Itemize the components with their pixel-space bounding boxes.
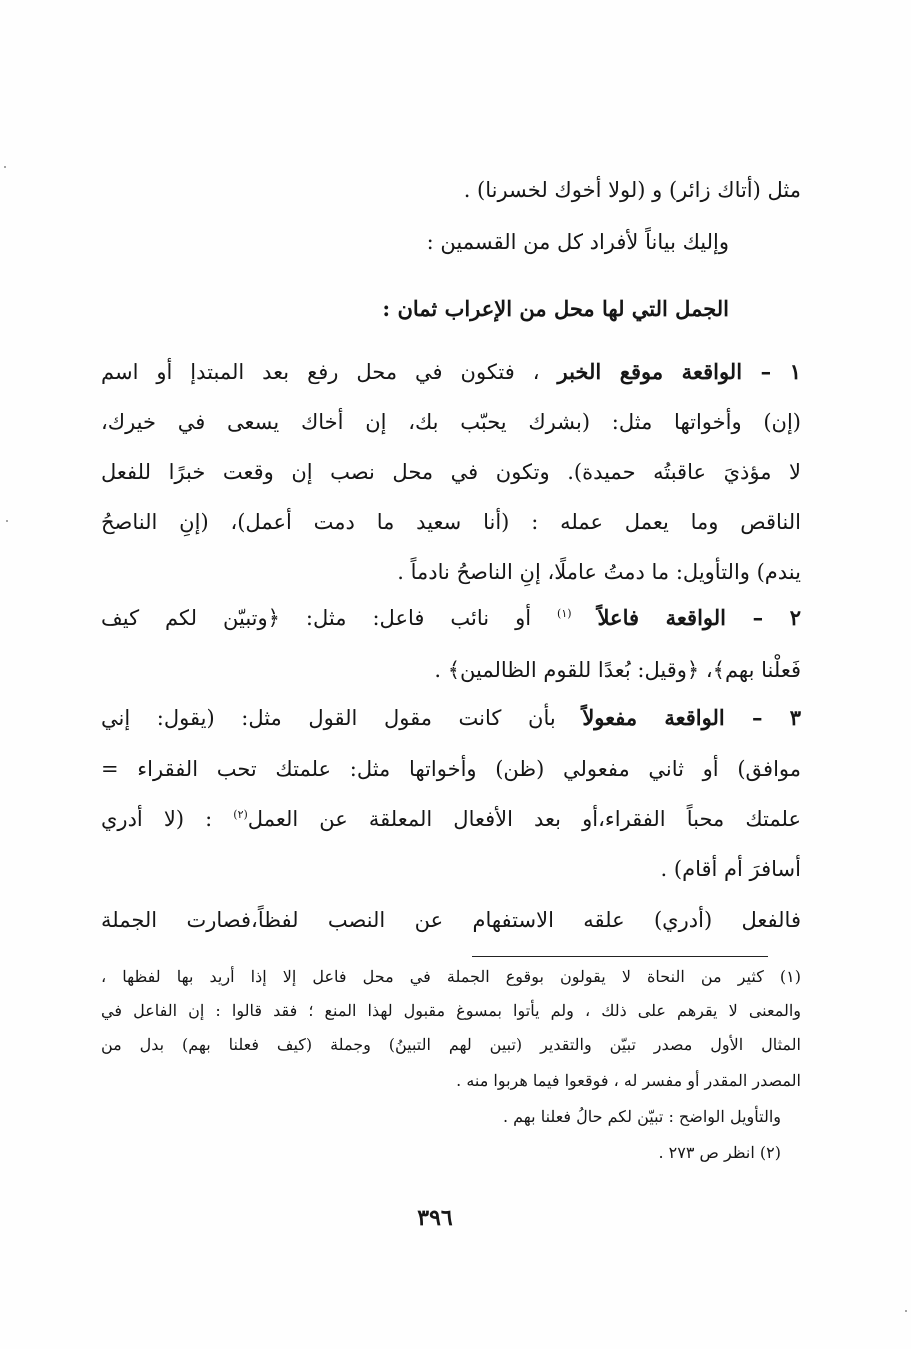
paragraph-4-line-1: فالفعل (أدري) علقه الاستفهام عن النصب لفظاً،فصارت الجملة [101,908,801,932]
paragraph-3-line-2: موافق) أو ثاني مفعولي (ظن) وأخواتها مثل: علمتك تحب الفقراء = [101,757,801,781]
section-heading: الجمل التي لها محل من الإعراب ثمان : [382,296,729,321]
item-3-text-end: : (لا أدري [101,807,213,831]
paragraph-2-line-2: فَعلْنا بهم﴾، ﴿وقيل: بُعدًا للقوم الظالمين﴾ . [434,658,801,682]
paragraph-2-line-1 [101,604,801,632]
footnote-line-3: المثال الأول مصدر تبيّن والتقدير (تبين لهم التبينُ) وجملة (كيف فعلنا بهم) بدل من [101,1035,801,1054]
page-number: ٣٩٦ [417,1205,453,1231]
item-2-lead: ٢ – الواقعة فاعلاً [597,605,801,630]
text-line-1: مثل (أتاك زائر) و (لولا أخوك لخسرنا) . [463,178,801,202]
item-3-lead: ٣ – الواقعة مفعولاً [582,705,801,730]
paragraph-3-line-1 [101,704,801,732]
footnote-line-4: المصدر المقدر أو مفسر له ، فوقعوا فيما هربوا منه . [456,1071,801,1090]
paragraph-1-line-1 [101,358,801,386]
footnote-line-1: (١) كثير من النحاة لا يقولون بوقوع الجملة في محل فاعل إلا إذا أريد بها لفظها ، [101,967,801,986]
footnote-line-2: والمعنى لا يقرهم على ذلك ، ولم يأتوا بمسوغ مقبول لهذا المنع ؛ فقد قالوا : إن الفاعل في [101,1001,801,1020]
scan-speck [6,520,8,522]
paragraph-1-line-5: يندم) والتأويل: ما دمتُ عاملًا، إنِ الناصحُ نادماً . [397,560,801,584]
footnote-separator [472,956,768,957]
footnote-line-6: (٢) انظر ص ٢٧٣ . [658,1143,781,1162]
item-2-text: أو نائب فاعل: مثل: ﴿وتبيّن لكم كيف [101,606,532,630]
paragraph-1-line-3: لا مؤذيَ عاقبتُه حميدة). وتكون في محل نصب إن وقعت خبرًا للفعل [101,460,801,484]
scan-speck [4,166,6,168]
footnote-line-5: والتأويل الواضح : تبيّن لكم حالُ فعلنا بهم . [502,1107,781,1126]
item-1-text: ، فتكون في محل رفع بعد المبتدإ أو اسم [101,360,540,384]
item-3-text: بأن كانت مقول القول مثل: (يقول: إني [101,706,556,730]
paragraph-1-line-4: الناقص وما يعمل عمله : (أنا سعيد ما دمت أعمل)، (إنِ الناصحُ [101,510,801,534]
paragraph-3-line-3 [101,805,801,833]
paragraph-3-line-4: أسافرَ أم أقام) . [660,857,801,881]
scan-speck [905,1310,907,1312]
text-line-2: وإليك بياناً لأفراد كل من القسمين : [426,230,729,254]
paragraph-1-line-2: (إن) وأخواتها مثل: (بشرك يحبّب بك، إن أخاك يسعى في خيرك، [101,410,801,434]
footnote-ref-1: (١) [557,607,572,620]
item-3-text-cont: علمتك محباً الفقراء،أو بعد الأفعال المعلقة عن العمل [247,807,802,831]
footnote-ref-2: (٢) [233,808,248,821]
item-1-lead: ١ – الواقعة موقع الخبر [557,359,801,384]
